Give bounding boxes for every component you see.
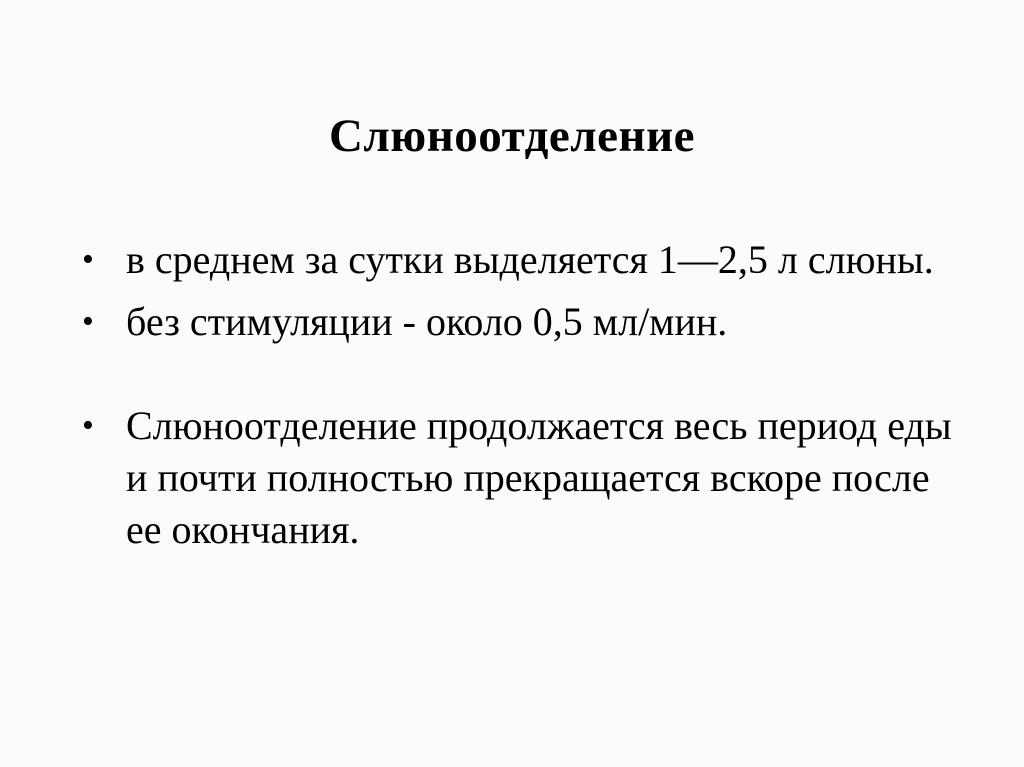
bullet-text: в среднем за сутки выделяется 1—2,5 л слюны. xyxy=(126,237,934,282)
bullet-text: Слюноотделение продолжается весь период еды и почти полностью прекращается вскоре после ее окончания. xyxy=(126,403,952,552)
bullet-dot-icon: • xyxy=(82,241,94,278)
bullet-item-meal-duration xyxy=(78,400,958,556)
bullet-dot-icon: • xyxy=(82,303,94,340)
slide-title: Слюноотделение xyxy=(328,110,696,162)
bullet-list xyxy=(78,234,958,556)
bullet-dot-icon: • xyxy=(82,407,94,444)
bullet-text: без стимуляции - около 0,5 мл/мин. xyxy=(126,299,728,344)
bullet-item-daily-volume xyxy=(78,234,958,286)
bullet-item-baseline-rate xyxy=(78,296,958,348)
